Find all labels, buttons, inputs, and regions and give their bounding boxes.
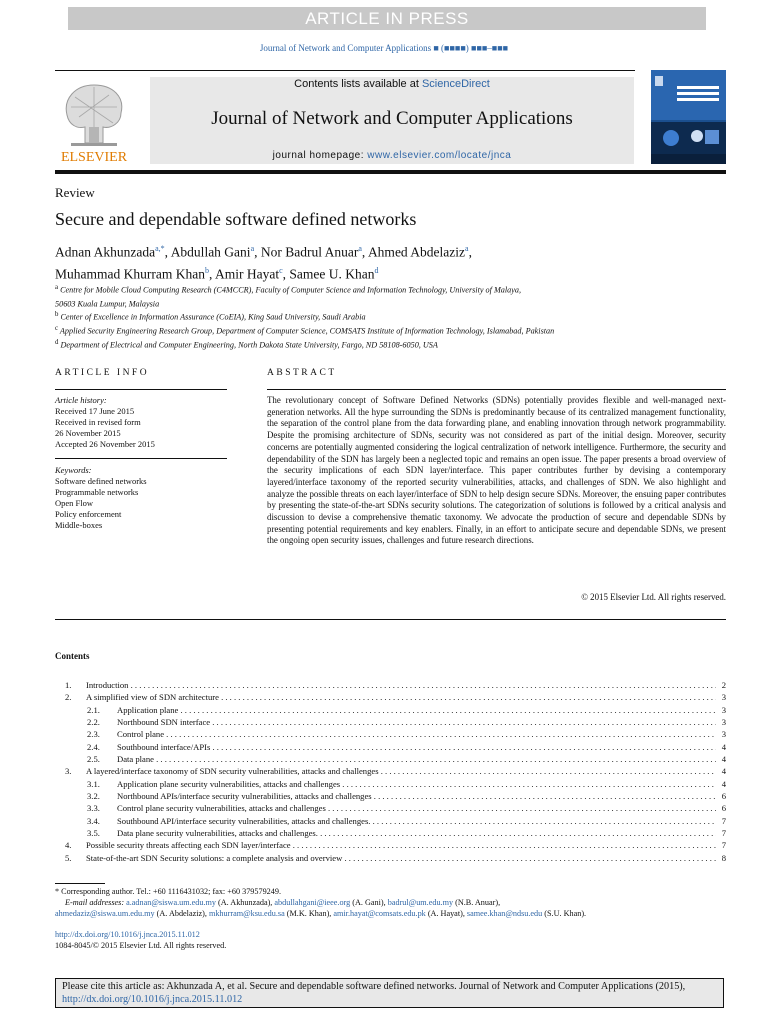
article-info-rule	[55, 389, 227, 390]
toc-title[interactable]: Control plane . . .	[117, 728, 716, 740]
toc-page-number: 3	[721, 729, 726, 740]
homepage-label: journal homepage:	[272, 150, 368, 161]
author-affil-mark[interactable]: c	[279, 265, 283, 275]
author-name[interactable]: Muhammad Khurram Khan	[55, 266, 205, 281]
abstract-copyright: © 2015 Elsevier Ltd. All rights reserved.	[581, 592, 726, 602]
author-name[interactable]: Adnan Akhunzada	[55, 244, 156, 260]
email-owner: (M.K. Khan),	[284, 909, 334, 918]
toc-row[interactable]	[55, 827, 726, 839]
journal-homepage	[150, 150, 634, 161]
toc-number: 2.	[65, 692, 72, 703]
toc-row[interactable]	[55, 679, 726, 691]
toc-number: 3.	[65, 766, 72, 777]
abstract-rule	[267, 389, 726, 390]
toc-title[interactable]: Data plane . . .	[117, 753, 716, 765]
author-sep: ,	[282, 266, 290, 281]
email-owner: (A. Hayat),	[425, 909, 467, 918]
affiliation-line	[55, 296, 695, 310]
article-in-press-banner: ARTICLE IN PRESS	[68, 7, 706, 30]
affiliation-line	[55, 282, 695, 296]
email-link[interactable]: abdullahgani@ieee.org	[274, 898, 351, 907]
toc-number: 2.2.	[87, 717, 100, 728]
toc-page-number: 7	[721, 815, 726, 826]
author-affil-mark[interactable]: a	[465, 244, 469, 253]
toc-page-number: 4	[721, 754, 726, 765]
toc-title[interactable]: Southbound API/interface security vulnerabilities, attacks and challenges. . . .	[117, 815, 716, 827]
author-affil-mark[interactable]: a	[250, 244, 255, 253]
homepage-url-link[interactable]: www.elsevier.com/locate/jnca	[367, 150, 512, 161]
toc-row[interactable]	[55, 691, 726, 703]
history-label: Article history:	[55, 395, 107, 405]
toc-title[interactable]: Application plane . . .	[117, 704, 716, 716]
toc-page-number: 3	[721, 692, 726, 703]
abstract-heading: ABSTRACT	[267, 368, 337, 378]
email-owner: (A. Abdelaziz),	[154, 909, 209, 918]
toc-page-number: 7	[721, 840, 726, 851]
toc-page-number: 2	[721, 680, 726, 690]
contents-available-line	[150, 78, 634, 90]
affiliation-text: Center of Excellence in Information Assurance (CoEIA), King Saud University, Saudi Arabia	[58, 313, 366, 323]
journal-title: Journal of Network and Computer Applications	[211, 108, 573, 129]
toc-title[interactable]: A layered/interface taxonomy of SDN security vulnerabilities, attacks and challenges . . .	[86, 765, 716, 777]
affiliations	[55, 282, 695, 351]
author-sep: ,	[208, 266, 215, 281]
toc-row[interactable]	[55, 839, 726, 851]
toc-page-number: 6	[721, 803, 726, 814]
abstract-bottom-rule	[55, 619, 726, 620]
article-history	[55, 395, 227, 450]
affiliation-mark: b	[55, 311, 59, 319]
author-name[interactable]: Nor Badrul Anuar	[260, 244, 359, 260]
keywords	[55, 465, 227, 531]
toc-number: 3.4.	[87, 815, 100, 826]
author-name[interactable]: Samee U. Khan	[289, 266, 375, 281]
author-affil-mark[interactable]: b	[204, 265, 209, 275]
affiliation-mark: c	[55, 325, 59, 333]
toc-number: 5.	[65, 852, 72, 863]
email-link[interactable]: amir.hayat@comsats.edu.pk	[333, 909, 426, 918]
citation-text: Please cite this article as: Akhunzada A, et al. Secure and dependable software defined networks. Journal of Network and Computer Applications (2015),	[62, 981, 686, 992]
toc-number: 2.5.	[87, 754, 100, 765]
toc-number: 2.4.	[87, 741, 100, 752]
author-line-2	[55, 262, 695, 284]
toc-row[interactable]	[55, 815, 726, 827]
author-name[interactable]: Ahmed Abdelaziz	[367, 244, 466, 260]
affiliation-line	[55, 309, 695, 323]
elsevier-logo	[55, 77, 133, 163]
toc-row[interactable]	[55, 741, 726, 753]
toc-number: 3.2.	[87, 791, 100, 802]
toc-title[interactable]: Control plane security vulnerabilities, attacks and challenges . . .	[117, 802, 716, 814]
author-list	[55, 240, 695, 283]
journal-cover-image	[651, 70, 726, 164]
toc-title[interactable]: Data plane security vulnerabilities, attacks and challenges. . . .	[117, 827, 716, 839]
article-title: Secure and dependable software defined networks	[55, 209, 417, 229]
toc-row[interactable]	[55, 765, 726, 777]
footnote-rule	[55, 883, 105, 884]
article-type: Review	[55, 185, 95, 200]
email-link[interactable]: samee.khan@ndsu.edu	[466, 909, 543, 918]
header-bottom-rule	[55, 170, 726, 174]
author-sep: ,	[361, 244, 368, 260]
author-sep: ,	[468, 244, 472, 260]
email-owner: (A. Gani),	[350, 898, 388, 907]
email-line-2	[55, 908, 735, 919]
contents-heading: Contents	[55, 651, 90, 661]
toc-number: 3.1.	[87, 778, 100, 789]
history-item: Accepted 26 November 2015	[55, 439, 155, 449]
toc-page-number: 3	[721, 704, 726, 715]
affiliation-mark: d	[55, 338, 59, 346]
toc-number: 4.	[65, 840, 72, 851]
issn-line: 1084-8045/© 2015 Elsevier Ltd. All rights reserved.	[55, 941, 227, 950]
toc-page-number: 7	[721, 828, 726, 839]
author-line-1	[55, 240, 695, 262]
toc-number: 3.3.	[87, 803, 100, 814]
email-link[interactable]: badrul@um.edu.my	[387, 898, 454, 907]
table-of-contents	[55, 679, 726, 864]
author-sep: ,	[164, 244, 171, 260]
corresponding-author-note: * Corresponding author. Tel.: +60 1116431032; fax: +60 379579249.	[55, 887, 281, 896]
article-info-heading: ARTICLE INFO	[55, 368, 150, 378]
history-item: Received in revised form	[55, 417, 141, 427]
keywords-label: Keywords:	[55, 465, 92, 475]
toc-number: 2.3.	[87, 729, 100, 740]
toc-row[interactable]	[55, 852, 726, 864]
email-line-1	[55, 897, 735, 908]
contents-prefix: Contents lists available at	[294, 78, 422, 90]
affiliation-line	[55, 337, 695, 351]
author-name[interactable]: Amir Hayat	[214, 266, 280, 281]
toc-row[interactable]	[55, 790, 726, 802]
affiliation-mark: a	[55, 284, 59, 291]
email-label: E-mail addresses:	[65, 898, 127, 907]
toc-title[interactable]: State-of-the-art SDN Security solutions: a complete analysis and overview . . .	[86, 852, 716, 864]
toc-row[interactable]	[55, 728, 726, 740]
author-affil-mark[interactable]: a	[358, 244, 362, 253]
citation-box	[55, 978, 724, 1008]
keyword-item: Policy enforcement	[55, 509, 122, 519]
affiliation-text: Centre for Mobile Cloud Computing Research (C4MCCR), Faculty of Computer Science and Information Technology, University of Malaya,	[58, 285, 522, 295]
email-owner: (S.U. Khan).	[542, 909, 587, 918]
toc-title[interactable]: Possible security threats affecting each SDN layer/interface . . .	[86, 839, 716, 851]
keyword-item: Middle-boxes	[55, 520, 103, 530]
email-link[interactable]: mkhurram@ksu.edu.sa	[208, 909, 285, 918]
toc-title[interactable]: A simplified view of SDN architecture . . .	[86, 691, 716, 703]
toc-page-number: 3	[721, 717, 726, 728]
doi-link[interactable]: http://dx.doi.org/10.1016/j.jnca.2015.11.012	[55, 930, 200, 939]
author-name[interactable]: Abdullah Gani	[170, 244, 251, 260]
toc-page-number: 4	[721, 766, 726, 777]
affiliation-text: Department of Electrical and Computer Engineering, North Dakota State University, Fargo, ND 58108-6050, USA	[58, 340, 438, 350]
history-divider	[55, 458, 227, 459]
affiliation-text: 50603 Kuala Lumpur, Malaysia	[55, 299, 160, 309]
footnotes	[55, 886, 735, 919]
toc-title[interactable]: Southbound interface/APIs . . .	[117, 741, 716, 753]
citation-doi-link[interactable]: http://dx.doi.org/10.1016/j.jnca.2015.11.012	[62, 994, 243, 1005]
author-sep: ,	[254, 244, 261, 260]
toc-page-number: 8	[721, 852, 726, 863]
toc-title[interactable]: Northbound SDN interface . . .	[117, 716, 716, 728]
email-owner: (A. Akhunzada),	[215, 898, 275, 907]
history-item: 26 November 2015	[55, 428, 121, 438]
author-affil-mark[interactable]: a,*	[155, 244, 165, 253]
history-item: Received 17 June 2015	[55, 406, 135, 416]
email-link[interactable]: a.adnan@siswa.um.edu.my	[126, 898, 216, 907]
toc-title[interactable]: Northbound APIs/interface security vulnerabilities, attacks and challenges . . .	[117, 790, 716, 802]
email-owner: (N.B. Anuar),	[453, 898, 501, 907]
affiliation-text: Applied Security Engineering Research Group, Department of Computer Science, COMSATS Institute of Information Technology, Islamabad, Pakistan	[58, 326, 555, 336]
keyword-item: Programmable networks	[55, 487, 139, 497]
email-link[interactable]: ahmedaziz@siswa.um.edu.my	[55, 909, 155, 918]
toc-page-number: 4	[721, 778, 726, 789]
affiliation-line	[55, 323, 695, 337]
toc-row[interactable]	[55, 778, 726, 790]
toc-row[interactable]	[55, 704, 726, 716]
toc-page-number: 6	[721, 791, 726, 802]
toc-row[interactable]	[55, 753, 726, 765]
toc-number: 1.	[65, 680, 72, 690]
toc-title[interactable]: Application plane security vulnerabilities, attacks and challenges . . .	[117, 778, 716, 790]
toc-title[interactable]: Introduction . . .	[86, 679, 716, 691]
sciencedirect-link[interactable]: ScienceDirect	[421, 78, 490, 90]
toc-row[interactable]	[55, 802, 726, 814]
toc-page-number: 4	[721, 741, 726, 752]
toc-number: 2.1.	[87, 704, 100, 715]
keyword-item: Open Flow	[55, 498, 94, 508]
toc-number: 3.5.	[87, 828, 100, 839]
abstract-text: The revolutionary concept of Software Defined Networks (SDNs) potentially provides flexible and well-managed next-generation networks. All the hype surrounding the SDNs is predominantly because of its centralized management functionality, the separation of the control plane from the data forwarding plane, and enabling innovation through network programmability. Despite the promising architecture of SDNs, security was not considered as part of the initial design. Moreover, security concerns are potentially augmented considering the logical centralization of network intelligence. Furthermore, the security and dependability of the SDN has largely been a neglected topic and remains an open issue. The paper presents a broad overview of the security implications of each SDN layer/interface. This paper contributes further by devising a contemporary layered/interface taxonomy of the reported security vulnerabilities, attacks, and challenges of SDN. We also highlight and analyze the possible threats on each layer/interface of SDN to help design secure SDNs. Moreover, the ensuing paper contributes by presenting the state-of-the-art SDNs security solutions. The categorization of solutions is followed by a critical analysis and discussion to devise a comprehensive thematic taxonomy. We advocate the production of secure and dependable SDNs by presenting potential requirements and key enablers. Finally, in an effort to anticipate secure and dependable SDNs, we present the ongoing open security issues, challenges and future research directions.	[267, 395, 726, 546]
elsevier-wordmark: ELSEVIER	[60, 150, 128, 163]
keyword-item: Software defined networks	[55, 476, 147, 486]
journal-running-header[interactable]: Journal of Network and Computer Applications ■ (■■■■) ■■■–■■■	[259, 43, 509, 53]
toc-row[interactable]	[55, 716, 726, 728]
author-affil-mark[interactable]: d	[374, 265, 379, 275]
header-top-rule	[55, 70, 635, 71]
